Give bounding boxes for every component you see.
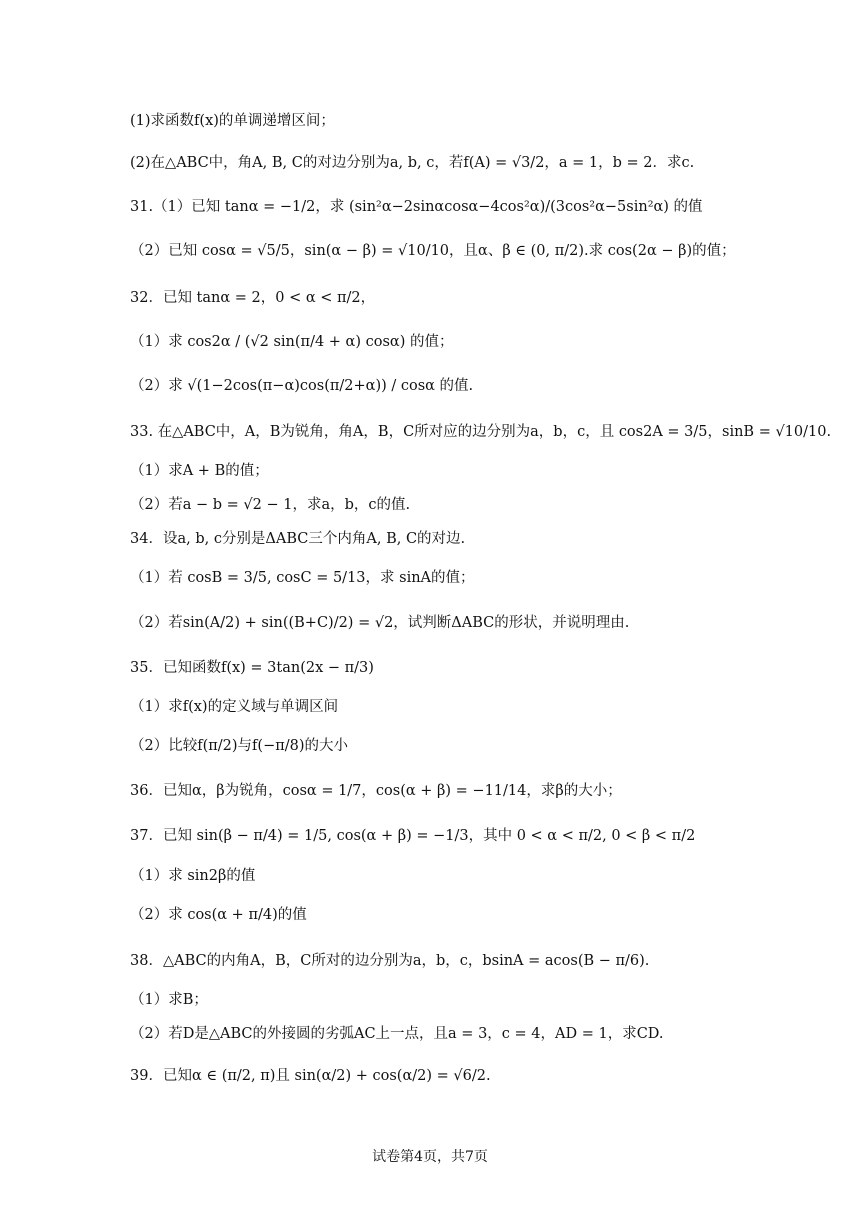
q37-part2: （2）求 cos(α + π/4)的值	[130, 907, 307, 923]
q37-part1: （1）求 sin2β的值	[130, 868, 256, 884]
q30-part2: (2)在△ABC中，角A, B, C的对边分别为a, b, c，若f(A) = √3/2，a = 1，b = 2．求c.	[130, 155, 695, 171]
q35-part2: （2）比较f(π/2)与f(−π/8)的大小	[130, 738, 349, 754]
q38-stem: 38．△ABC的内角A，B，C所对的边分别为a，b，c，bsinA = acos(B − π/6).	[130, 953, 650, 969]
q36-stem: 36．已知α，β为锐角，cosα = 1/7，cos(α + β) = −11/14，求β的大小；	[130, 783, 622, 799]
q32-part2: （2）求 √(1−2cos(π−α)cos(π/2+α)) / cosα 的值.	[130, 378, 474, 394]
q35-part1: （1）求f(x)的定义域与单调区间	[130, 699, 339, 715]
q39-stem: 39．已知α ∈ (π/2, π)且 sin(α/2) + cos(α/2) = √6/2.	[130, 1068, 491, 1084]
q38-part2: （2）若D是△ABC的外接圆的劣弧AC上一点，且a = 3，c = 4，AD = 1，求CD.	[130, 1026, 664, 1042]
q31-part2: （2）已知 cosα = √5/5，sin(α − β) = √10/10，且α、β ∈ (0, π/2).求 cos(2α − β)的值；	[130, 243, 736, 259]
q34-stem: 34．设a, b, c分别是ΔABC三个内角A, B, C的对边.	[130, 531, 466, 547]
q33-stem: 33. 在△ABC中，A，B为锐角，角A，B，C所对应的边分别为a，b，c，且 cos2A = 3/5，sinB = √10/10.	[130, 424, 832, 440]
q38-part1: （1）求B；	[130, 992, 208, 1008]
q30-part1: (1)求函数f(x)的单调递增区间；	[130, 113, 335, 129]
q31-part1: 31.（1）已知 tanα = −1/2，求 (sin²α−2sinαcosα−4cos²α)/(3cos²α−5sin²α) 的值	[130, 199, 703, 215]
q34-part1: （1）若 cosB = 3/5, cosC = 5/13，求 sinA的值；	[130, 570, 475, 586]
page-footer: 试卷第4页，共7页	[372, 1149, 488, 1165]
q37-stem: 37．已知 sin(β − π/4) = 1/5, cos(α + β) = −1/3，其中 0 < α < π/2, 0 < β < π/2	[130, 828, 696, 844]
q33-part2: （2）若a − b = √2 − 1，求a，b，c的值.	[130, 497, 411, 513]
q32-stem: 32．已知 tanα = 2，0 < α < π/2，	[130, 290, 376, 306]
q32-part1: （1）求 cos2α / (√2 sin(π/4 + α) cosα) 的值；	[130, 334, 454, 350]
q33-part1: （1）求A + B的值；	[130, 463, 269, 479]
q35-stem: 35．已知函数f(x) = 3tan(2x − π/3)	[130, 660, 374, 676]
q34-part2: （2）若sin(A/2) + sin((B+C)/2) = √2，试判断ΔABC的形状，并说明理由.	[130, 615, 630, 631]
